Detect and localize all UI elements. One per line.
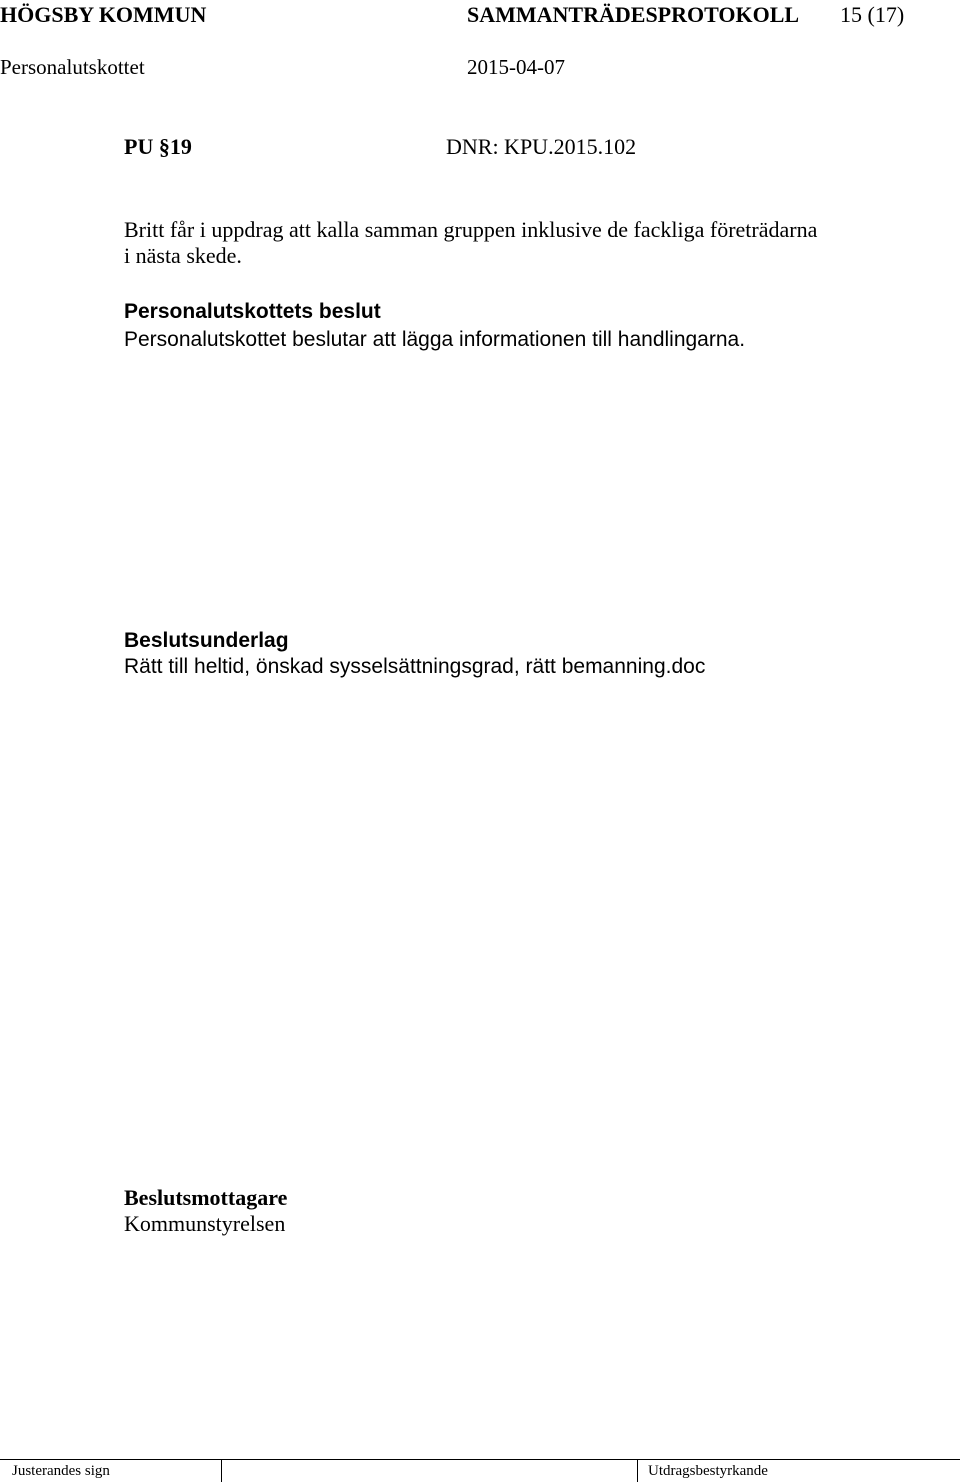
meeting-date: 2015-04-07 (467, 55, 565, 79)
section-number: PU §19 (124, 134, 192, 159)
document-type: SAMMANTRÄDESPROTOKOLL (467, 2, 800, 27)
decision-text: Personalutskottet beslutar att lägga informationen till handlingarna. (124, 328, 746, 351)
reference-number: DNR: KPU.2015.102 (446, 134, 637, 159)
recipients-heading: Beslutsmottagare (124, 1185, 288, 1210)
page-number: 15 (17) (840, 2, 905, 27)
decision-heading: Personalutskottets beslut (124, 300, 381, 323)
basis-heading: Beslutsunderlag (124, 629, 289, 652)
sign-label: Justerandes sign (12, 1463, 110, 1479)
committee-name: Personalutskottet (0, 55, 145, 79)
basis-text: Rätt till heltid, önskad sysselsättningsgrad, rätt bemanning.doc (124, 655, 706, 678)
footer-divider (637, 1460, 638, 1482)
signature-footer (0, 1459, 960, 1482)
recipients-text: Kommunstyrelsen (124, 1211, 286, 1236)
extract-label: Utdragsbestyrkande (648, 1463, 768, 1479)
municipality-name: HÖGSBY KOMMUN (0, 2, 207, 27)
body-paragraph: Britt får i uppdrag att kalla samman gruppen inklusive de fackliga företrädarna i nästa skede. (124, 217, 818, 268)
footer-divider (221, 1460, 222, 1482)
